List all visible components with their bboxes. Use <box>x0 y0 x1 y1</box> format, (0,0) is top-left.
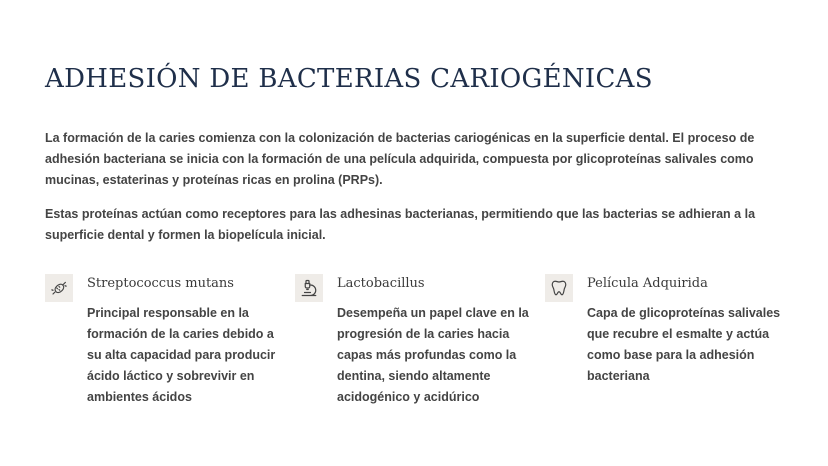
tooth-icon <box>545 274 573 302</box>
card-description: Principal responsable en la formación de la caries debido a su alta capacidad para producir ácido láctico y sobrevivir en ambientes ácidos <box>87 306 276 404</box>
card-title: Lactobacillus <box>337 276 425 291</box>
card-description: Capa de glicoproteínas salivales que recubre el esmalte y actúa como base para la adhesión bacteriana <box>587 306 781 383</box>
bacteria-cards <box>45 272 805 412</box>
microscope-icon <box>295 274 323 302</box>
card-title: Película Adquirida <box>587 276 708 291</box>
receptor-paragraph: Estas proteínas actúan como receptores para las adhesinas bacterianas, permitiendo que las bacterias se adhieran a la superficie dental y formen la biopelícula inicial. <box>45 207 756 242</box>
intro-paragraph: La formación de la caries comienza con la colonización de bacterias cariogénicas en la superficie dental. El proceso de adhesión bacteriana se inicia con la formación de una película adquirida, compuesta por glicoproteínas salivales como mucinas, estaterinas y proteínas ricas en prolina (PRPs). <box>45 131 755 187</box>
page-title: ADHESIÓN DE BACTERIAS CARIOGÉNICAS <box>45 64 653 94</box>
card-description: Desempeña un papel clave en la progresión de la caries hacia capas más profundas como la dentina, siendo altamente acidogénico y acidúrico <box>337 306 529 404</box>
card-title: Streptococcus mutans <box>87 276 234 291</box>
bacterium-icon <box>45 274 73 302</box>
